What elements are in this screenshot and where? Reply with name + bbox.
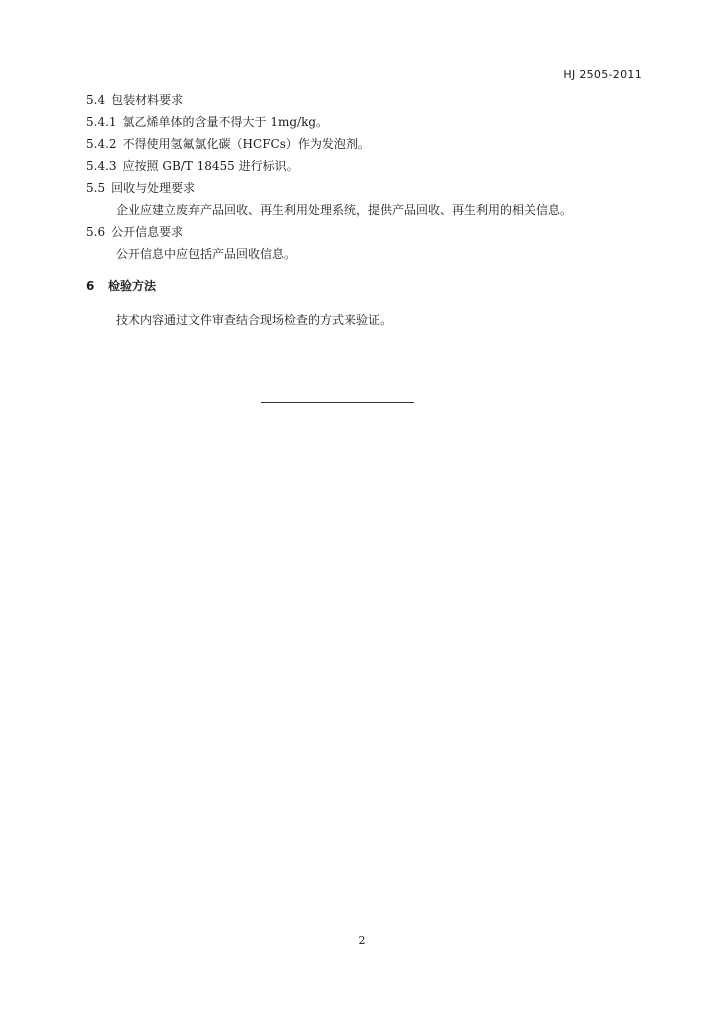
standard-code: HJ 2505-2011	[563, 68, 642, 81]
clause-5-4-heading	[86, 92, 183, 108]
clause-5-6-heading	[86, 224, 183, 240]
clause-number: 5.4.3	[86, 159, 117, 173]
section-6-body: 技术内容通过文件审查结合现场检查的方式来验证。	[116, 313, 393, 327]
clause-number: 5.5	[86, 181, 106, 195]
clause-title: 包装材料要求	[111, 93, 184, 107]
section-number: 6	[86, 279, 95, 293]
section-title: 检验方法	[108, 279, 157, 293]
clause-title: 公开信息要求	[111, 225, 184, 239]
clause-text: 不得使用氢氟氯化碳（HCFCs）作为发泡剂。	[122, 137, 370, 151]
section-6-heading	[86, 278, 156, 294]
clause-text: 氯乙烯单体的含量不得大于 1mg/kg。	[122, 115, 329, 129]
clause-5-6-body: 公开信息中应包括产品回收信息。	[116, 247, 297, 261]
clause-5-4-2	[86, 136, 370, 152]
clause-5-5-heading	[86, 180, 195, 196]
clause-5-4-1	[86, 114, 328, 130]
clause-number: 5.4.1	[86, 115, 117, 129]
clause-5-5-body: 企业应建立废弃产品回收、再生利用处理系统，提供产品回收、再生利用的相关信息。	[116, 203, 573, 217]
end-of-document-rule	[261, 402, 414, 403]
clause-number: 5.4.2	[86, 137, 117, 151]
clause-5-4-3	[86, 158, 299, 174]
clause-number: 5.4	[86, 93, 106, 107]
clause-title: 回收与处理要求	[111, 181, 196, 195]
clause-number: 5.6	[86, 225, 106, 239]
clause-text: 应按照 GB/T 18455 进行标识。	[122, 159, 299, 173]
page-number: 2	[358, 934, 366, 947]
